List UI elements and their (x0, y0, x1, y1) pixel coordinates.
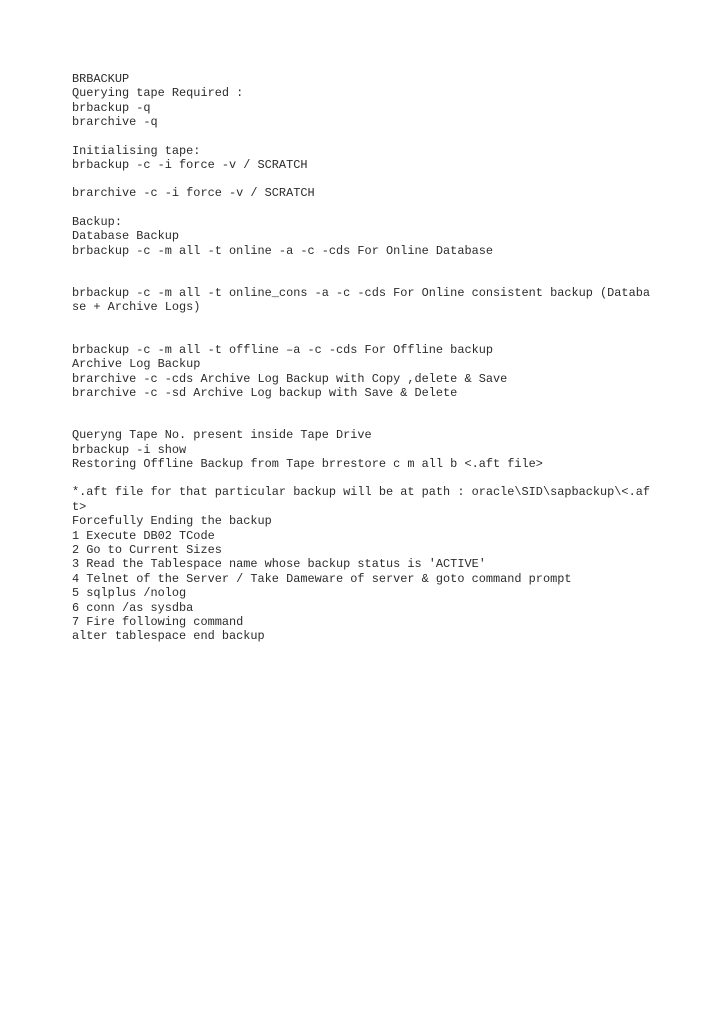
text-line: *.aft file for that particular backup will be at path : oracle\SID\sapbackup\<.aft> (72, 485, 650, 514)
command-line: brbackup -c -m all -t offline –a -c -cds For Offline backup (72, 342, 493, 357)
spacer (72, 258, 652, 286)
section-heading: Initialising tape: (72, 143, 201, 158)
spacer (72, 471, 652, 485)
command-line: brbackup -q (72, 100, 151, 115)
command-line: brbackup -c -m all -t online_cons -a -c -cds For Online consistent backup (Database + Archive Logs) (72, 285, 650, 315)
subheading: Archive Log Backup (72, 357, 201, 372)
step-line: 5 sqlplus /nolog (72, 586, 187, 601)
spacer (72, 172, 652, 186)
spacer (72, 315, 652, 343)
step-line: 3 Read the Tablespace name whose backup status is 'ACTIVE' (72, 557, 486, 572)
section-heading: Queryng Tape No. present inside Tape Drive (72, 428, 372, 443)
step-line: 6 conn /as sysdba (72, 600, 194, 615)
section-heading: Forcefully Ending the backup (72, 514, 272, 529)
command-line: Restoring Offline Backup from Tape brrestore c m all b <.aft file> (72, 457, 543, 472)
command-line: brarchive -c -i force -v / SCRATCH (72, 186, 315, 201)
command-line: brbackup -i show (72, 442, 187, 457)
command-line: brbackup -c -i force -v / SCRATCH (72, 157, 308, 172)
spacer (72, 130, 652, 144)
heading-brbackup: BRBACKUP (72, 72, 130, 86)
command-line: alter tablespace end backup (72, 629, 265, 644)
command-line: brarchive -q (72, 115, 158, 130)
subheading: Database Backup (72, 229, 180, 244)
spacer (72, 201, 652, 215)
step-line: 7 Fire following command (72, 615, 244, 629)
command-line: brbackup -c -m all -t online -a -c -cds For Online Database (72, 243, 493, 258)
command-line: brarchive -c -cds Archive Log Backup with Copy ,delete & Save (72, 371, 508, 386)
step-line: 2 Go to Current Sizes (72, 543, 222, 558)
spacer (72, 400, 652, 428)
section-heading: Backup: (72, 214, 122, 229)
command-line: brarchive -c -sd Archive Log backup with Save & Delete (72, 385, 458, 400)
step-line: 1 Execute DB02 TCode (72, 528, 215, 543)
text-line: Querying tape Required : (72, 86, 244, 101)
document-body (72, 72, 652, 644)
step-line: 4 Telnet of the Server / Take Dameware of server & goto command prompt (72, 571, 572, 586)
